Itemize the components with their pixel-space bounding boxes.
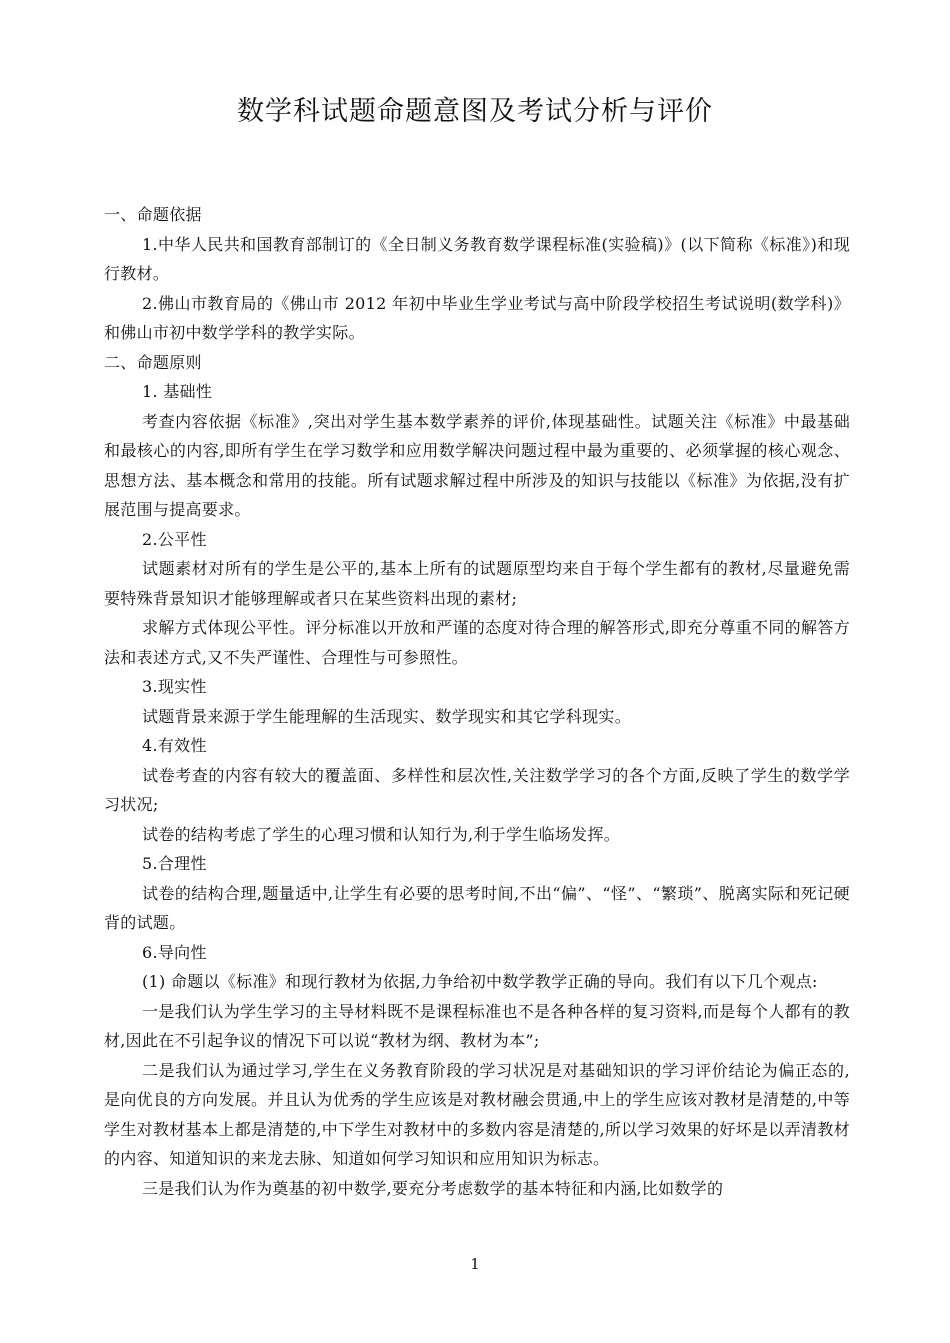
paragraph: 试题素材对所有的学生是公平的,基本上所有的试题原型均来自于每个学生都有的教材,尽量避免需要特殊背景知识才能够理解或者只在某些资料出现的素材; bbox=[104, 559, 850, 608]
paragraph: 5.合理性 bbox=[142, 854, 207, 873]
paragraph: 试题背景来源于学生能理解的生活现实、数学现实和其它学科现实。 bbox=[142, 706, 632, 726]
paragraph: 2.公平性 bbox=[142, 529, 207, 549]
paragraph: 1.中华人民共和国教育部制订的《全日制义务教育数学课程标准(实验稿)》(以下简称《标准》)和现行教材。 bbox=[104, 234, 850, 283]
paragraph: (1) 命题以《标准》和现行教材为依据,力争给初中数学教学正确的导向。我们有以下几个观点: bbox=[142, 972, 818, 991]
paragraph: 一、命题依据 bbox=[104, 205, 202, 224]
page-number: 1 bbox=[470, 1255, 480, 1273]
paragraph: 二是我们认为通过学习,学生在义务教育阶段的学习状况是对基础知识的学习评价结论为偏正态的,是向优良的方向发展。并且认为优秀的学生应该是对教材融会贯通,中上的学生应该对教材是清楚的,中等学生对教材基本上都是清楚的,中下学生对教材中的多数内容是清楚的,所以学习效果的好坏是以弄清教材的内容、知道知识的来龙去脉、知道如何学习知识和应用知识为标志。 bbox=[104, 1060, 850, 1168]
paragraph: 二、命题原则 bbox=[104, 352, 202, 372]
paragraph: 考查内容依据《标准》,突出对学生基本数学素养的评价,体现基础性。试题关注《标准》中最基础和最核心的内容,即所有学生在学习数学和应用数学解决问题过程中最为重要的、必须掌握的核心观念、思想方法、基本概念和常用的技能。所有试题求解过程中所涉及的知识与技能以《标准》为依据,没有扩展范围与提高要求。 bbox=[104, 411, 850, 519]
paragraph: 试卷考查的内容有较大的覆盖面、多样性和层次性,关注数学学习的各个方面,反映了学生的数学学习状况; bbox=[104, 765, 850, 814]
paragraph: 3.现实性 bbox=[142, 677, 207, 696]
paragraph: 2.佛山市教育局的《佛山市 2012 年初中毕业生学业考试与高中阶段学校招生考试说明(数学科)》和佛山市初中数学学科的教学实际。 bbox=[104, 293, 850, 342]
paragraph: 一是我们认为学生学习的主导材料既不是课程标准也不是各种各样的复习资料,而是每个人都有的教材,因此在不引起争议的情况下可以说“教材为纲、教材为本”; bbox=[104, 1001, 850, 1050]
document-body bbox=[104, 200, 850, 1203]
paragraph: 1. 基础性 bbox=[142, 382, 213, 401]
paragraph: 4.有效性 bbox=[142, 736, 207, 755]
paragraph: 求解方式体现公平性。评分标准以开放和严谨的态度对待合理的解答形式,即充分尊重不同的解答方法和表述方式,又不失严谨性、合理性与可参照性。 bbox=[104, 618, 850, 667]
paragraph: 三是我们认为作为奠基的初中数学,要充分考虑数学的基本特征和内涵,比如数学的 bbox=[142, 1178, 724, 1198]
paragraph: 试卷的结构考虑了学生的心理习惯和认知行为,利于学生临场发挥。 bbox=[142, 824, 621, 844]
document-title: 数学科试题命题意图及考试分析与评价 bbox=[237, 96, 713, 127]
paragraph: 试卷的结构合理,题量适中,让学生有必要的思考时间,不出“偏”、“怪”、“繁琐”、脱离实际和死记硬背的试题。 bbox=[104, 883, 850, 932]
paragraph: 6.导向性 bbox=[142, 942, 207, 962]
